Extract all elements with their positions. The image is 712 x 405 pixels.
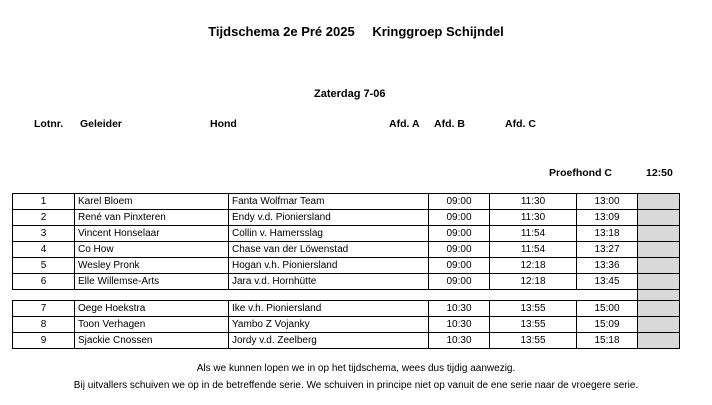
lot-cell: 1: [13, 194, 75, 210]
header-afd-b: Afd. B: [434, 118, 465, 130]
afd-b-time-cell: 09:00: [429, 274, 490, 290]
afd-b-time-cell: 10:30: [429, 301, 490, 317]
geleider-cell: Toon Verhagen: [75, 317, 229, 333]
lot-cell: 3: [13, 226, 75, 242]
title-main: Tijdschema 2e Pré 2025: [208, 24, 355, 39]
gray-cell: [638, 258, 680, 274]
lot-cell: 7: [13, 301, 75, 317]
gray-cell: [638, 317, 680, 333]
afd-c-time-cell: 15:00: [577, 301, 638, 317]
afd-c-time-cell: 15:18: [577, 333, 638, 349]
afd-c-time-cell: 13:27: [577, 242, 638, 258]
afd-a-time-cell: 12:18: [490, 274, 577, 290]
hond-cell: Collin v. Hamersslag: [229, 226, 429, 242]
header-lotnr: Lotnr.: [34, 118, 64, 130]
hond-cell: Yambo Z Vojanky: [229, 317, 429, 333]
afd-b-time-cell: 09:00: [429, 258, 490, 274]
proefhond-time: 12:50: [646, 167, 673, 179]
lot-cell: 9: [13, 333, 75, 349]
afd-b-time-cell: 10:30: [429, 317, 490, 333]
gray-cell: [638, 333, 680, 349]
geleider-cell: Vincent Honselaar: [75, 226, 229, 242]
title-group: Kringgroep Schijndel: [372, 24, 504, 39]
afd-a-time-cell: 11:54: [490, 242, 577, 258]
afd-a-time-cell: 11:30: [490, 194, 577, 210]
geleider-cell: René van Pinxteren: [75, 210, 229, 226]
afd-c-time-cell: 13:09: [577, 210, 638, 226]
header-geleider: Geleider: [80, 118, 123, 130]
afd-b-time-cell: 09:00: [429, 226, 490, 242]
gray-cell: [638, 194, 680, 210]
afd-a-time-cell: 11:30: [490, 210, 577, 226]
proefhond-label: Proefhond C: [549, 167, 612, 179]
serie-separator: [13, 290, 680, 301]
geleider-cell: Elle Willemse-Arts: [75, 274, 229, 290]
afd-a-time-cell: 11:54: [490, 226, 577, 242]
lot-cell: 4: [13, 242, 75, 258]
table-row: [13, 274, 680, 290]
header-afd-a: Afd. A: [389, 118, 420, 130]
hond-cell: Chase van der Löwenstad: [229, 242, 429, 258]
afd-a-time-cell: 13:55: [490, 333, 577, 349]
afd-b-time-cell: 09:00: [429, 210, 490, 226]
table-row: [13, 301, 680, 317]
hond-cell: Endy v.d. Pioniersland: [229, 210, 429, 226]
page-title: [0, 24, 712, 39]
afd-a-time-cell: 13:55: [490, 301, 577, 317]
geleider-cell: Co How: [75, 242, 229, 258]
date-label: Zaterdag 7-06: [314, 88, 386, 100]
geleider-cell: Karel Bloem: [75, 194, 229, 210]
hond-cell: Fanta Wolfmar Team: [229, 194, 429, 210]
afd-c-time-cell: 13:45: [577, 274, 638, 290]
geleider-cell: Wesley Pronk: [75, 258, 229, 274]
table-row: [13, 242, 680, 258]
table-row: [13, 210, 680, 226]
afd-c-time-cell: 15:09: [577, 317, 638, 333]
hond-cell: Ike v.h. Pioniersland: [229, 301, 429, 317]
gray-cell: [638, 274, 680, 290]
afd-b-time-cell: 10:30: [429, 333, 490, 349]
table-row: [13, 317, 680, 333]
lot-cell: 8: [13, 317, 75, 333]
hond-cell: Jordy v.d. Zeelberg: [229, 333, 429, 349]
hond-cell: Jara v.d. Hornhütte: [229, 274, 429, 290]
gray-cell: [638, 226, 680, 242]
table-row: [13, 258, 680, 274]
lot-cell: 6: [13, 274, 75, 290]
hond-cell: Hogan v.h. Pioniersland: [229, 258, 429, 274]
afd-b-time-cell: 09:00: [429, 242, 490, 258]
table-row: [13, 226, 680, 242]
afd-c-time-cell: 13:18: [577, 226, 638, 242]
afd-a-time-cell: 13:55: [490, 317, 577, 333]
afd-a-time-cell: 12:18: [490, 258, 577, 274]
geleider-cell: Sjackie Cnossen: [75, 333, 229, 349]
gray-cell: [638, 301, 680, 317]
gray-cell: [638, 242, 680, 258]
lot-cell: 5: [13, 258, 75, 274]
lot-cell: 2: [13, 210, 75, 226]
table-row: [13, 194, 680, 210]
gray-cell: [638, 210, 680, 226]
schedule-table: [12, 193, 680, 349]
geleider-cell: Oege Hoekstra: [75, 301, 229, 317]
afd-c-time-cell: 13:36: [577, 258, 638, 274]
afd-b-time-cell: 09:00: [429, 194, 490, 210]
header-hond: Hond: [210, 118, 237, 130]
header-afd-c: Afd. C: [505, 118, 536, 130]
afd-c-time-cell: 13:00: [577, 194, 638, 210]
footer-note-1: Als we kunnen lopen we in op het tijdschema, wees dus tijdig aanwezig.: [196, 363, 516, 374]
footer-note-2: Bij uitvallers schuiven we op in de betreffende serie. We schuiven in principe niet op vanuit de ene serie naar de vroegere serie.: [73, 380, 639, 391]
table-row: [13, 333, 680, 349]
